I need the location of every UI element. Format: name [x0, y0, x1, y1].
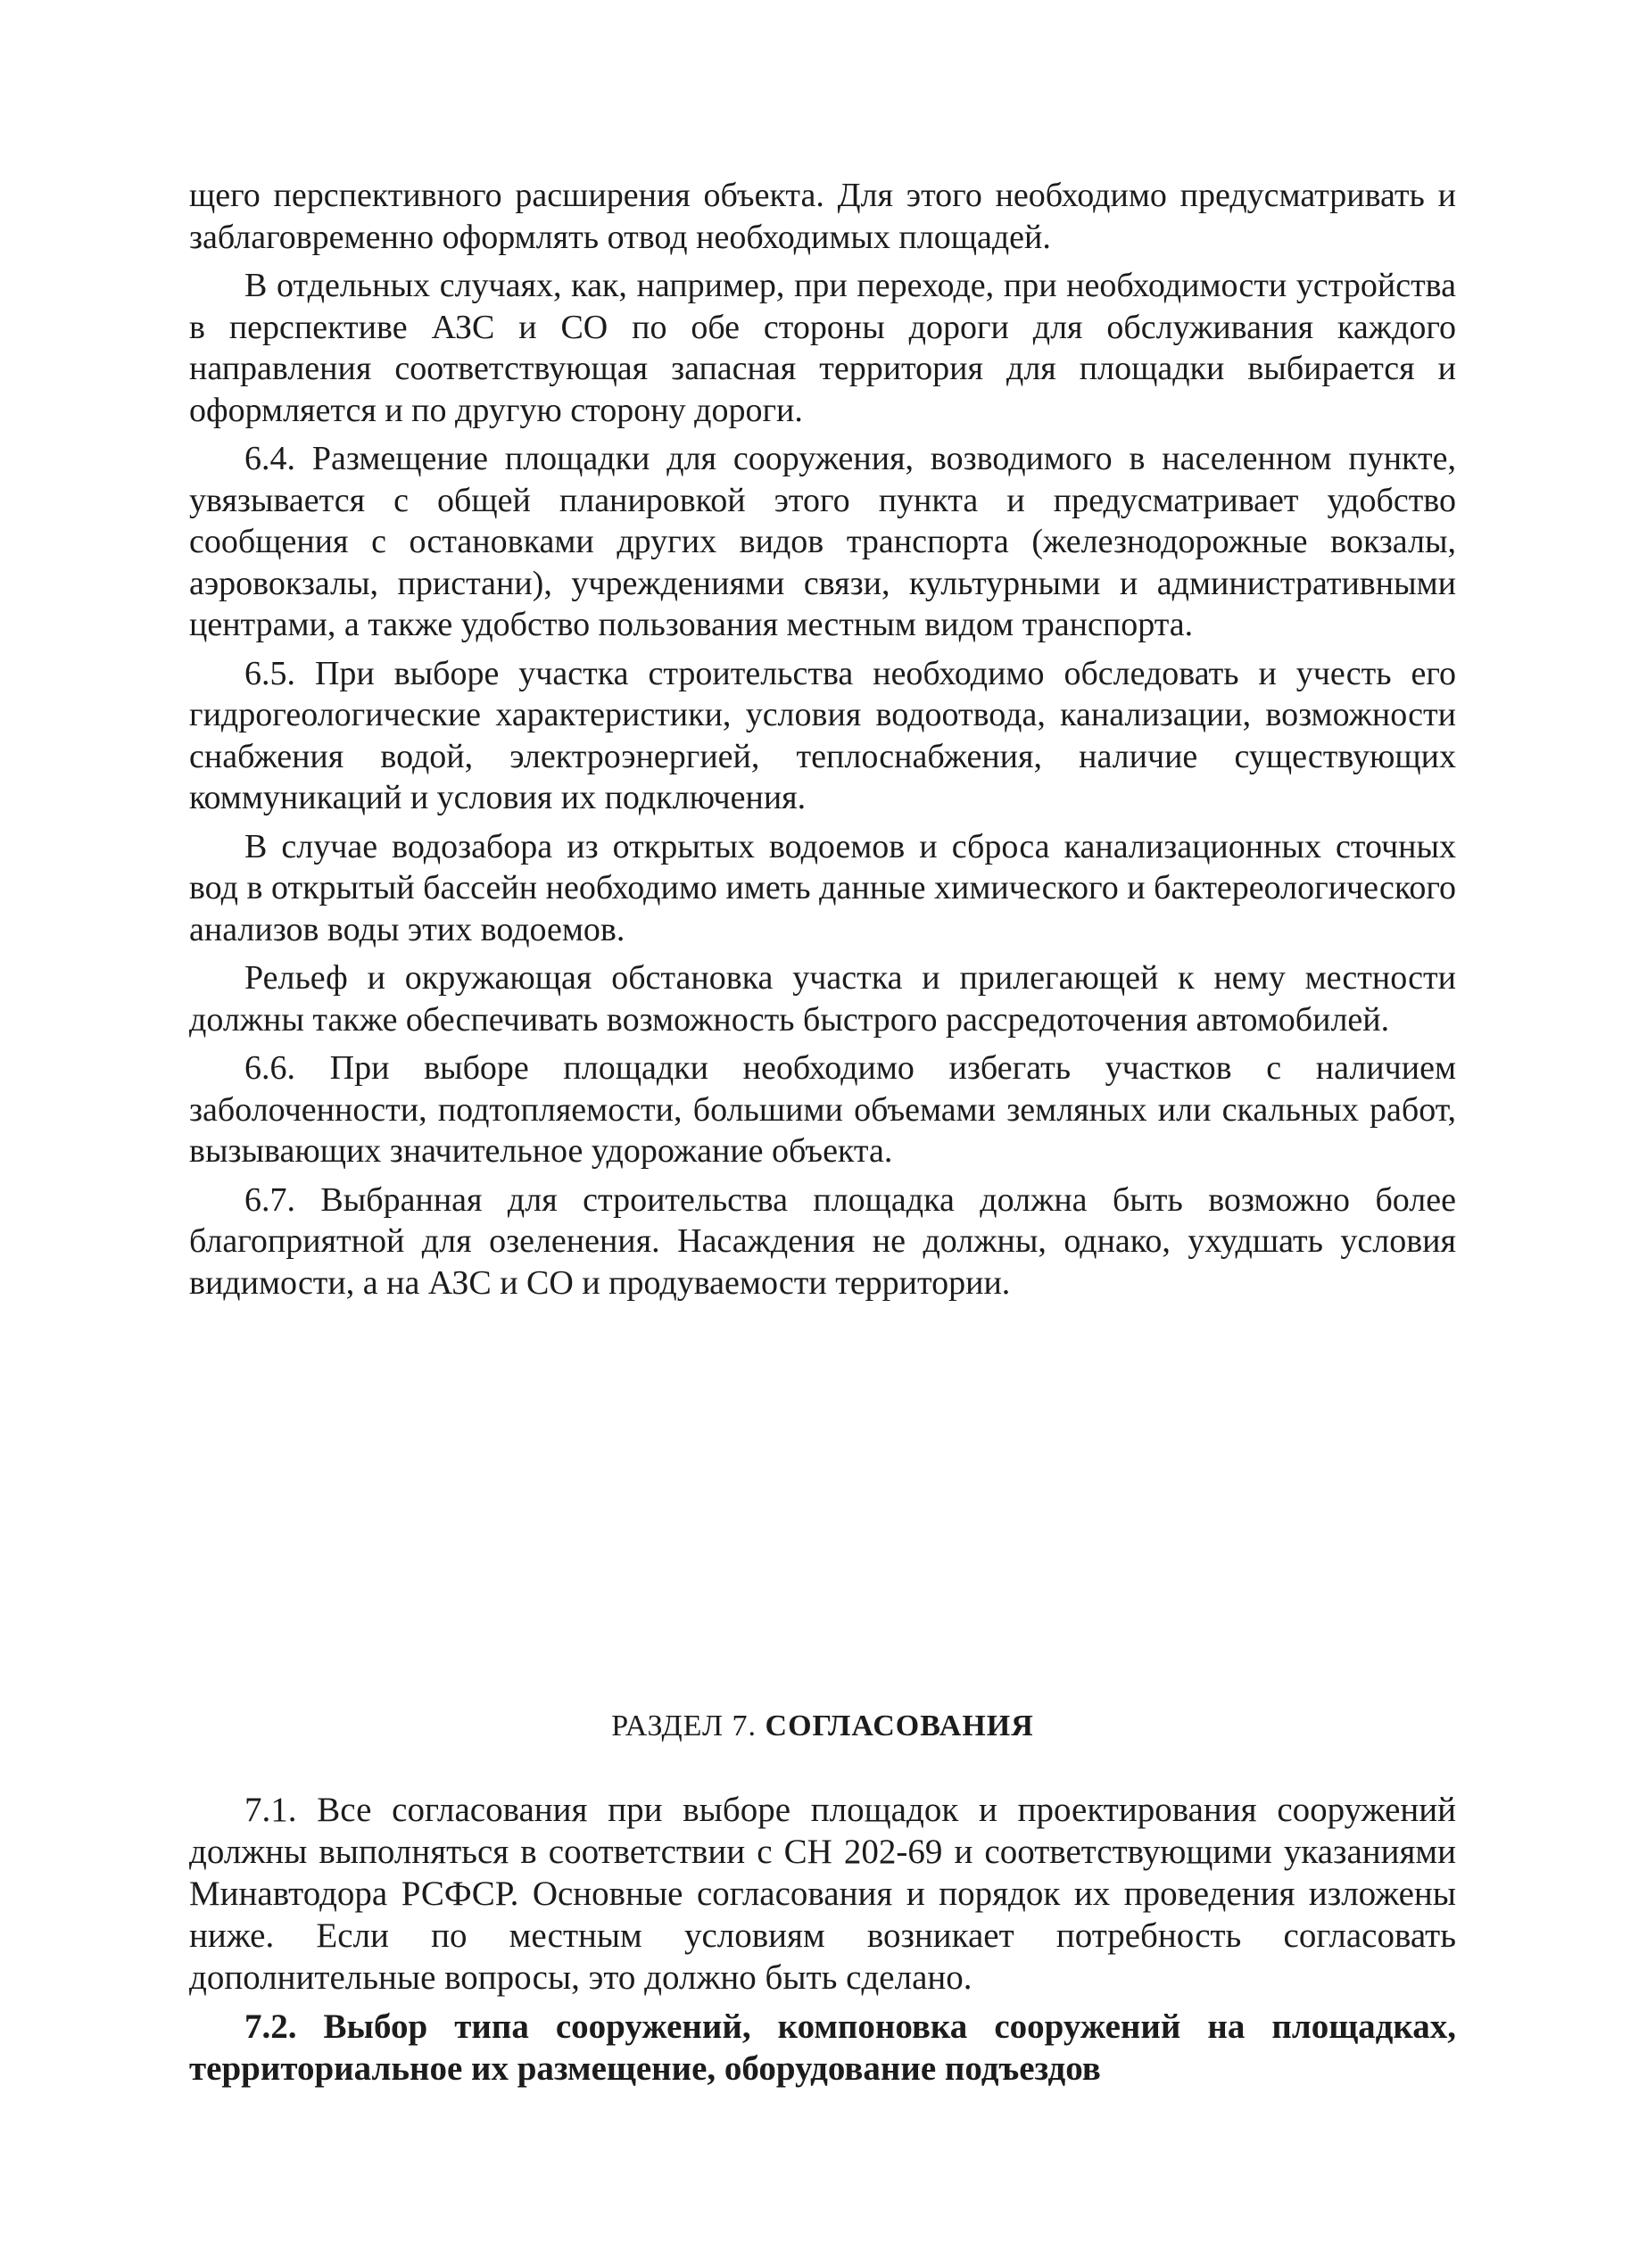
paragraph-7-1: 7.1. Все согласования при выборе площадок и проектирования сооружений должны выполняться в соответствии с СН 202-69 и соответствующими указаниями Минавтодора РСФСР. Основные согласования и порядок их проведения изложены ниже. Если по местным условиям возникает потребность согласовать дополнительные вопросы, это должно быть сделано.: [189, 1791, 1456, 1997]
paragraph: Рельеф и окружающая обстановка участка и прилегающей к нему местности должны также обеспечивать возможность быстрого рассредоточения автомобилей.: [189, 959, 1456, 1039]
paragraph-6-4: 6.4. Размещение площадки для сооружения, возводимого в населенном пункте, увязывается с общей планировкой этого пункта и предусматривает удобство сообщения с остановками других видов транспорта (железнодорожные вокзалы, аэровокзалы, пристани), учреждениями связи, культурными и административными центрами, а также удобство пользования местным видом транспорта.: [189, 440, 1456, 643]
body-text-top: [189, 175, 1456, 1304]
section-heading: [189, 1709, 1456, 1743]
paragraph-continuation: щего перспективного расширения объекта. Для этого необходимо предусматривать и заблаговременно оформлять отвод необходимых площадей.: [189, 177, 1456, 256]
paragraph-6-7: 6.7. Выбранная для строительства площадка должна быть возможно более благоприятной для озеленения. Насаждения не должны, однако, ухудшать условия видимости, а на АЗС и СО и продуваемости территории.: [189, 1180, 1456, 1302]
body-text-bottom: [189, 1789, 1456, 2090]
paragraph-6-6: 6.6. При выборе площадки необходимо избегать участков с наличием заболоченности, подтопляемости, большими объемами земляных или скальных работ, вызывающих значительное удорожание объекта.: [189, 1049, 1456, 1170]
section-title: СОГЛАСОВАНИЯ: [765, 1709, 1034, 1742]
paragraph: В отдельных случаях, как, например, при переходе, при необходимости устройства в перспективе АЗС и СО по обе стороны дороги для обслуживания каждого направления соответствующая запасная территория для площадки выбирается и оформляется и по другую сторону дороги.: [189, 267, 1456, 429]
section-number: РАЗДЕЛ 7.: [611, 1709, 757, 1742]
paragraph-6-5: 6.5. При выборе участка строительства необходимо обследовать и учесть его гидрогеологические характеристики, условия водоотвода, канализации, возможности снабжения водой, электроэнергией, теплоснабжения, наличие существующих коммуникаций и условия их подключения.: [189, 654, 1456, 816]
paragraph: В случае водозабора из открытых водоемов и сброса канализационных сточных вод в открытый бассейн необходимо иметь данные химического и бактереологического анализов воды этих водоемов.: [189, 827, 1456, 948]
paragraph-7-2: 7.2. Выбор типа сооружений, компоновка сооружений на площадках, территориальное их размещение, оборудование подъездов: [189, 2007, 1456, 2088]
